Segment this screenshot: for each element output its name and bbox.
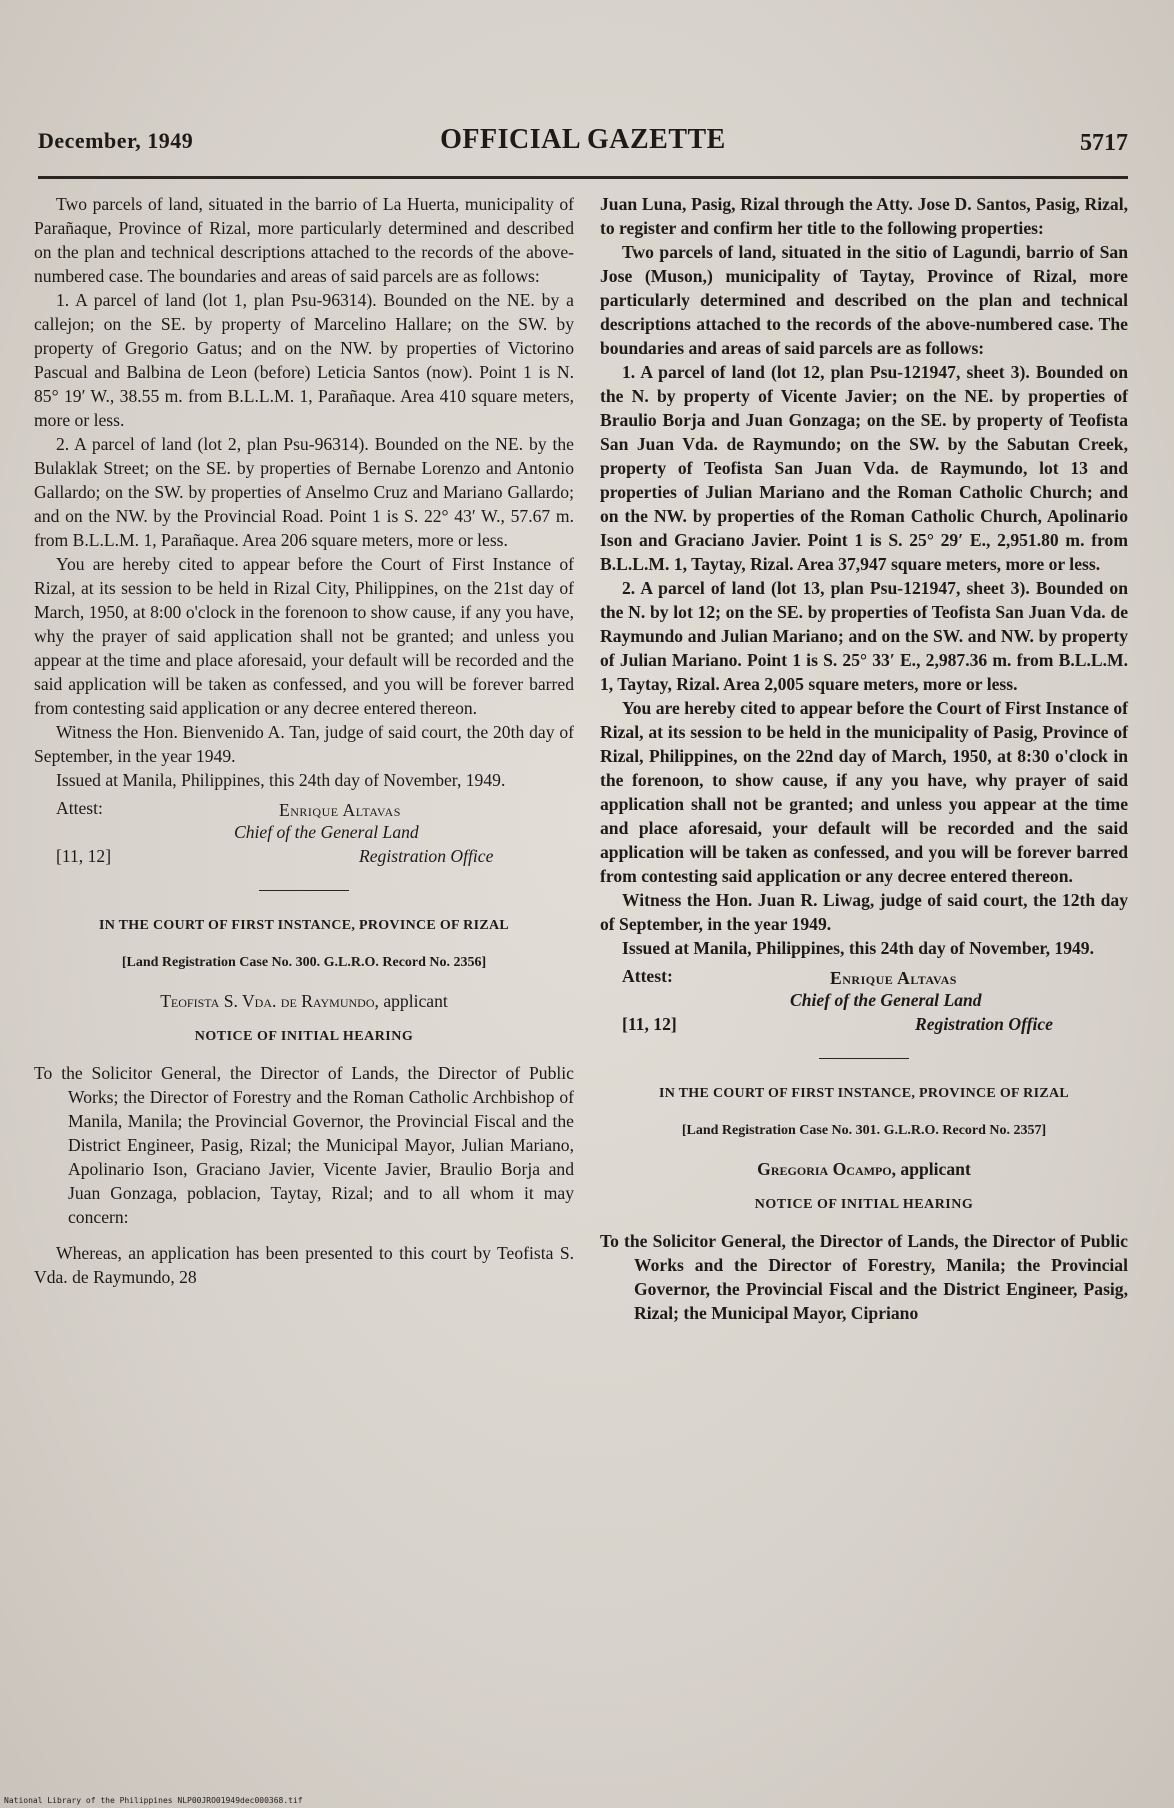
addressees: To the Solicitor General, the Director of Lands, the Director of Public Works; the Director of Forestry and the Roman Catholic Archbishop of Manila, Manila; the Provincial Governor, the Provincial Fiscal and the District Engineer, Pasig, Rizal; the Municipal Mayor, Julian Mariano, Apolinario Ison, Graciano Javier, Vicente Javier, Braulio Borja and Juan Gonzaga, poblacion, Taytay, Rizal; and to all whom it may concern: [34, 1063, 574, 1227]
attest-label: Attest: [56, 798, 103, 818]
attest-office: Registration Office [359, 846, 494, 866]
header-page-number: 5717 [1080, 130, 1128, 156]
case-heading: [Land Registration Case No. 300. G.L.R.O. Record No. 2356] [121, 955, 487, 970]
attest-code: [11, 12] [622, 1014, 677, 1034]
page-header [38, 120, 1128, 160]
section-divider [259, 890, 349, 891]
paragraph: Whereas, an application has been presented to this court by Teofista S. Vda. de Raymundo, 28 [34, 1243, 574, 1287]
attest-label: Attest: [622, 966, 673, 986]
header-date: December, 1949 [38, 128, 194, 153]
paragraph: Two parcels of land, situated in the barrio of La Huerta, municipality of Parañaque, Province of Rizal, more particularly determined and described on the plan and technical descriptions attached to the records of the above-numbered case. The boundaries and areas of said parcels are as follows: [34, 194, 574, 286]
right-column [600, 192, 1128, 1337]
attest-block [34, 796, 574, 868]
header-title: OFFICIAL GAZETTE [440, 124, 726, 155]
attest-code: [11, 12] [56, 846, 112, 866]
notice-heading: NOTICE OF INITIAL HEARING [754, 1197, 974, 1212]
paragraph: Two parcels of land, situated in the sitio of Lagundi, barrio of San Jose (Muson,) municipality of Taytay, Province of Rizal, more particularly determined and described on the plan and technical descriptions attached to the records of the above-numbered case. The boundaries and areas of said parcels are as follows: [600, 242, 1128, 358]
attest-name: Enrique Altavas [279, 800, 401, 820]
paragraph: 2. A parcel of land (lot 13, plan Psu-121947, sheet 3). Bounded on the N. by lot 12; on the SE. by properties of Teofista San Juan Vda. de Raymundo and Julian Mariano; and on the SW. and NW. by property of Julian Mariano. Point 1 is S. 25° 33′ E., 2,987.36 m. from B.L.L.M. 1, Taytay, Rizal. Area 2,005 square meters, more or less. [600, 578, 1128, 694]
paragraph: Issued at Manila, Philippines, this 24th day of November, 1949. [56, 770, 506, 790]
court-heading: IN THE COURT OF FIRST INSTANCE, PROVINCE OF RIZAL [658, 1086, 1070, 1101]
case-heading: [Land Registration Case No. 301. G.L.R.O. Record No. 2357] [681, 1123, 1047, 1138]
section-divider [819, 1058, 909, 1059]
attest-block [600, 964, 1128, 1036]
applicant-line [600, 1157, 1128, 1181]
applicant-line [34, 989, 574, 1013]
addressees: To the Solicitor General, the Director of Lands, the Director of Public Works and the Director of Forestry, Manila; the Provincial Governor, the Provincial Fiscal and the District Engineer, Pasig, Rizal; the Municipal Mayor, Cipriano [600, 1231, 1128, 1323]
applicant-suffix: , applicant [374, 991, 448, 1011]
attest-title: Chief of the General Land [234, 822, 419, 842]
applicant-suffix: , applicant [891, 1159, 971, 1179]
paragraph: Witness the Hon. Bienvenido A. Tan, judge of said court, the 20th day of September, in the year 1949. [34, 722, 574, 766]
attest-office: Registration Office [915, 1014, 1053, 1034]
scan-footer: National Library of the Philippines NLP00JRO01949dec000368.tif [4, 1796, 303, 1805]
court-heading: IN THE COURT OF FIRST INSTANCE, PROVINCE OF RIZAL [98, 918, 510, 933]
paragraph: 2. A parcel of land (lot 2, plan Psu-96314). Bounded on the NE. by the Bulaklak Street; on the SE. by properties of Bernabe Lorenzo and Antonio Gallardo; on the SW. by properties of Anselmo Cruz and Mariano Gallardo; and on the NW. by the Provincial Road. Point 1 is S. 22° 43′ W., 57.67 m. from B.L.L.M. 1, Parañaque. Area 206 square meters, more or less. [34, 434, 574, 550]
paragraph: 1. A parcel of land (lot 1, plan Psu-96314). Bounded on the NE. by a callejon; on the SE. by property of Marcelino Hallare; on the SW. by property of Gregorio Gatus; and on the NW. by properties of Victorino Pascual and Balbina de Leon (before) Leticia Santos (now). Point 1 is N. 85° 19′ W., 38.55 m. from B.L.L.M. 1, Parañaque. Area 410 square meters, more or less. [34, 290, 574, 430]
notice-heading: NOTICE OF INITIAL HEARING [194, 1029, 414, 1044]
paragraph: Witness the Hon. Juan R. Liwag, judge of said court, the 12th day of September, in the year 1949. [600, 890, 1128, 934]
applicant-name: Teofista S. Vda. de Raymundo [160, 991, 375, 1011]
attest-title: Chief of the General Land [790, 990, 982, 1010]
paragraph: Juan Luna, Pasig, Rizal through the Atty. Jose D. Santos, Pasig, Rizal, to register and confirm her title to the following properties: [600, 194, 1128, 238]
paragraph: You are hereby cited to appear before the Court of First Instance of Rizal, at its session to be held in the municipality of Pasig, Province of Rizal, Philippines, on the 22nd day of March, 1950, at 8:30 o'clock in the forenoon, to show cause, if any you have, why prayer of said application shall not be granted; and unless you appear at the time and place aforesaid, your default will be recorded and the said application will be taken as confessed, and you will be forever barred from contesting said application or any decree entered thereon. [600, 698, 1128, 886]
paragraph: 1. A parcel of land (lot 12, plan Psu-121947, sheet 3). Bounded on the N. by property of Vicente Javier; on the NE. by properties of Braulio Borja and Juan Gonzaga; on the SE. by property of Teofista San Juan Vda. de Raymundo; on the SW. by the Sabutan Creek, property of Teofista San Juan Vda. de Raymundo, lot 13 and properties of Julian Mariano and the Roman Catholic Church; and on the NW. by properties of the Roman Catholic Church, Apolinario Ison and Graciano Javier. Point 1 is S. 25° 29′ E., 2,951.80 m. from B.L.L.M. 1, Taytay, Rizal. Area 37,947 square meters, more or less. [600, 362, 1128, 574]
header-rule [38, 176, 1128, 179]
attest-name: Enrique Altavas [830, 968, 957, 988]
applicant-name: Gregoria Ocampo [757, 1159, 892, 1179]
left-column [34, 192, 574, 1289]
paragraph: You are hereby cited to appear before the Court of First Instance of Rizal, at its session to be held in Rizal City, Philippines, on the 21st day of March, 1950, at 8:00 o'clock in the forenoon to show cause, if any you have, why the prayer of said application shall not be granted; and unless you appear at the time and place aforesaid, your default will be recorded and the said application will be taken as confessed, and you will be forever barred from contesting said application or any decree entered thereon. [34, 554, 574, 718]
paragraph: Issued at Manila, Philippines, this 24th day of November, 1949. [622, 938, 1094, 958]
